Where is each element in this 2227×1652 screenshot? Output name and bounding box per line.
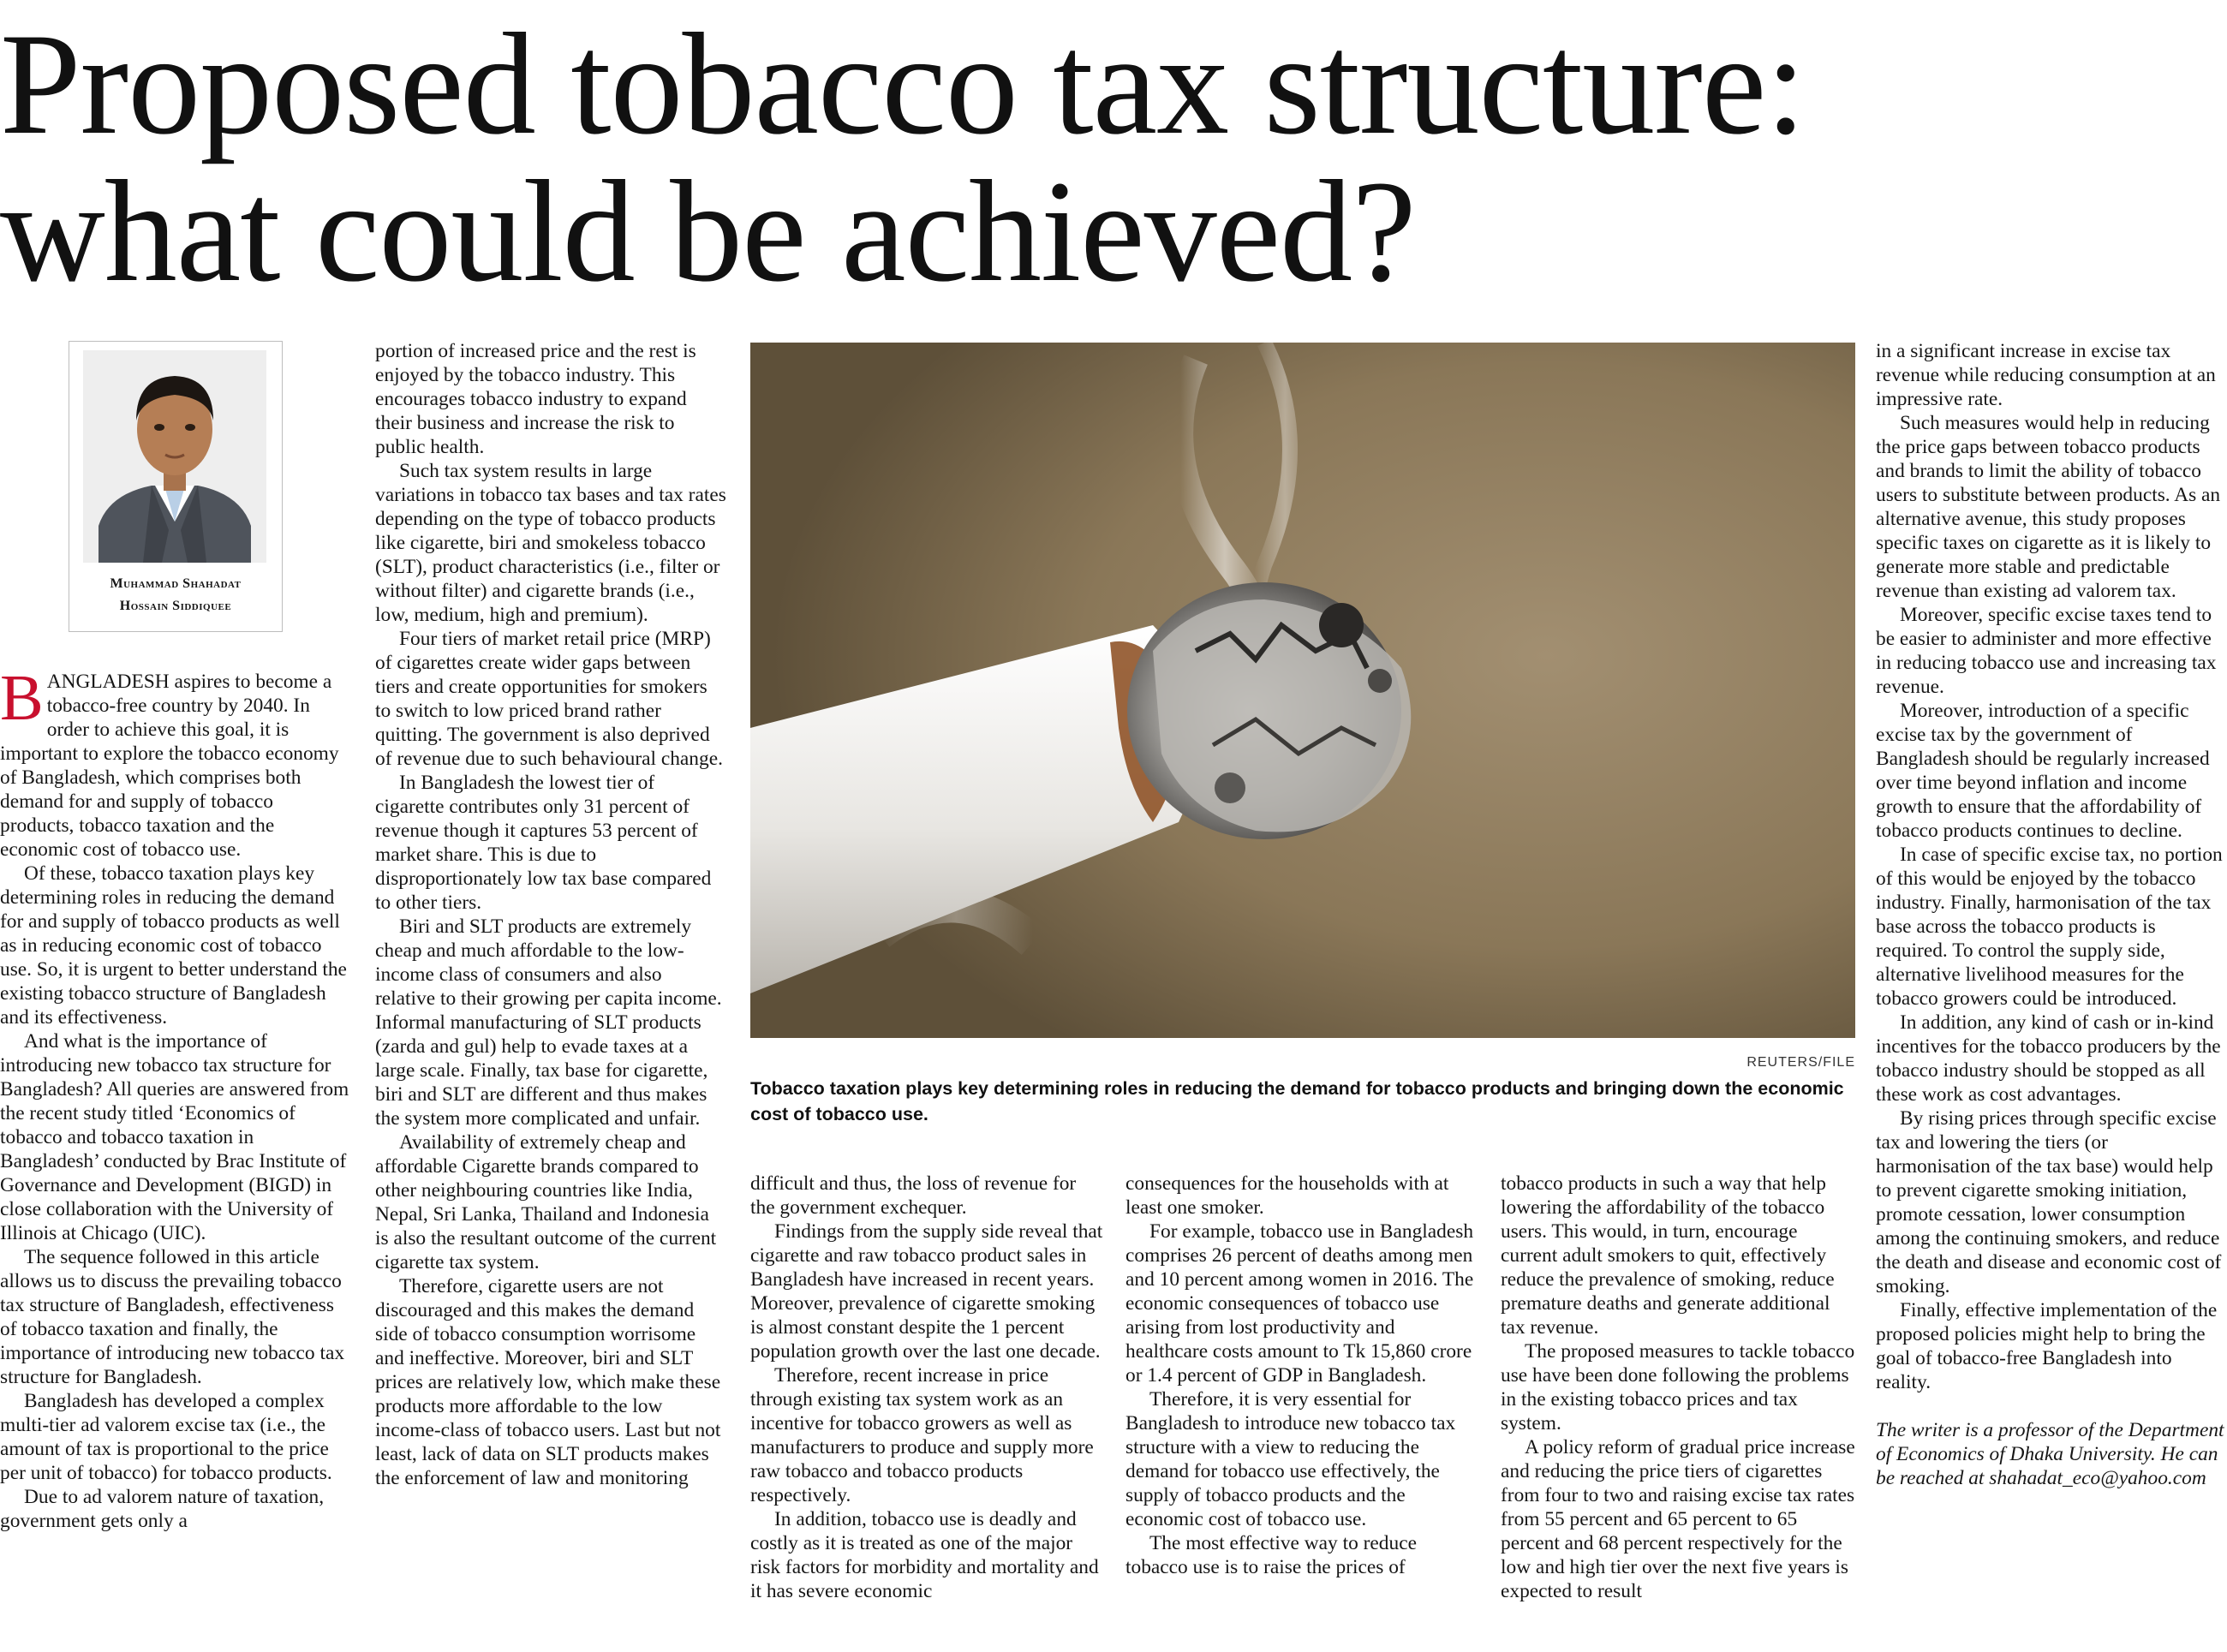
author-name-line-1: Muhammad Shahadat bbox=[110, 576, 242, 591]
paragraph: In addition, tobacco use is deadly and costly as it is treated as one of the major risk factors for morbidity and mortality and it has severe economic bbox=[750, 1508, 1099, 1602]
author-name-line-2: Hossain Siddiquee bbox=[119, 599, 232, 613]
paragraph: The most effective way to reduce tobacco use is to raise the prices of bbox=[1125, 1532, 1417, 1578]
author-byline-box bbox=[69, 341, 283, 632]
paragraph: By rising prices through specific excise tax and lowering the tiers (or harmonisation of the tax base) would help to prevent cigarette smoking initiation, promote cessation, lower consumption among the continuing smokers, and reduce the death and disease and economic cost of smoking. bbox=[1876, 1107, 2222, 1297]
article-column-3 bbox=[750, 1172, 1103, 1603]
paragraph: Four tiers of market retail price (MRP) of cigarettes create wider gaps between tiers and create opportunities for smokers to switch to low priced brand rather quitting. The government is also deprived of revenue due to such behavioural change. bbox=[375, 628, 723, 770]
paragraph: In case of specific excise tax, no portion of this would be enjoyed by the tobacco industry. Finally, harmonisation of the tax base across the tobacco products is required. To control the supply side, alternative livelihood measures for the tobacco growers could be introduced. bbox=[1876, 844, 2223, 1010]
cigarette-photo-image bbox=[750, 343, 1855, 1038]
cigarette-photo bbox=[750, 343, 1855, 1038]
paragraph: Of these, tobacco taxation plays key determining roles in reducing the demand for and supply of tobacco products as well as in reducing economic cost of tobacco use. So, it is urgent to better understand the existing tobacco structure of Bangladesh and its effectiveness. bbox=[0, 862, 347, 1029]
paragraph: Findings from the supply side reveal that cigarette and raw tobacco product sales in Bangladesh have increased in recent years. Moreover, prevalence of cigarette smoking is almost constant despite the 1 percent population growth over the last one decade. bbox=[750, 1220, 1103, 1363]
article-column-1 bbox=[0, 662, 349, 1533]
paragraph: A policy reform of gradual price increase and reducing the price tiers of cigarettes from four to two and raising excise tax rates from 55 percent and 65 percent to 65 percent and 68 percent respectively for the low and high tier over the next five years is expected to result bbox=[1501, 1436, 1855, 1602]
paragraph: And what is the importance of introducing new tobacco tax structure for Bangladesh? All queries are answered from the recent study titled ‘Economics of tobacco and tobacco taxation in Bangladesh’ conducted by Brac Institute of Governance and Development (BIGD) in close collaboration with the University of Illinois at Chicago (UIC). bbox=[0, 1030, 349, 1244]
paragraph: Such measures would help in reducing the price gaps between tobacco products and brands to limit the ability of tobacco users to substitute between products. As an alternative avenue, this study proposes specific taxes on cigarette as it is likely to generate more stable and predictable revenue than existing ad valorem tax. bbox=[1876, 412, 2221, 602]
drop-cap: B bbox=[0, 662, 44, 734]
paragraph: Finally, effective implementation of the proposed policies might help to bring the goal of tobacco-free Bangladesh into reality. bbox=[1876, 1299, 2218, 1393]
paragraph: The proposed measures to tackle tobacco use have been done following the problems in the existing tobacco prices and tax system. bbox=[1501, 1340, 1855, 1434]
paragraph: in a significant increase in excise tax revenue while reducing consumption at an impressive rate. bbox=[1876, 340, 2216, 410]
paragraph: tobacco products in such a way that help lowering the affordability of the tobacco users. This would, in turn, encourage current adult smokers to quit, effectively reduce the prevalence of smoking, reduce premature deaths and generate additional tax revenue. bbox=[1501, 1172, 1835, 1339]
writer-note bbox=[1876, 1418, 2225, 1490]
paragraph: Due to ad valorem nature of taxation, government gets only a bbox=[0, 1486, 325, 1532]
paragraph: For example, tobacco use in Bangladesh comprises 26 percent of deaths among men and 10 percent among women in 2016. The economic consequences of tobacco use arising from lost productivity and healthcare costs amount to Tk 15,860 crore or 1.4 percent of GDP in Bangladesh. bbox=[1125, 1220, 1474, 1387]
article-column-5 bbox=[1501, 1172, 1855, 1603]
article-column-4 bbox=[1125, 1172, 1480, 1579]
paragraph: Moreover, specific excise taxes tend to be easier to administer and more effective in reducing tobacco use and increasing tax revenue. bbox=[1876, 604, 2217, 698]
paragraph: Therefore, recent increase in price through existing tax system work as an incentive for tobacco growers as well as manufacturers to produce and supply more raw tobacco and tobacco products respectively. bbox=[750, 1364, 1094, 1506]
article-column-2 bbox=[375, 339, 726, 1490]
headline-line-1: Proposed tobacco tax structure: bbox=[0, 3, 1806, 164]
headline-line-2: what could be achieved? bbox=[0, 151, 1416, 312]
paragraph: Biri and SLT products are extremely cheap and much affordable to the low-income class of consumers and also relative to their growing per capita income. Informal manufacturing of SLT products (zarda and gul) help to evade taxes at a large scale. Finally, tax base for cigarette, biri and SLT are different and thus makes the system more complicated and unfair. bbox=[375, 915, 722, 1130]
article-column-6 bbox=[1876, 339, 2225, 1490]
paragraph: portion of increased price and the rest is enjoyed by the tobacco industry. This encourages tobacco industry to expand their business and increase the risk to public health. bbox=[375, 340, 696, 458]
paragraph: Bangladesh has developed a complex multi-tier ad valorem excise tax (i.e., the amount of tax is proportional to the price per unit of tobacco) for tobacco products. bbox=[0, 1390, 332, 1484]
author-portrait-image bbox=[83, 350, 266, 563]
author-name bbox=[69, 573, 282, 617]
paragraph: In addition, any kind of cash or in-kind incentives for the tobacco producers by the tobacco industry should be stopped as all these work as cost advantages. bbox=[1876, 1011, 2221, 1106]
paragraph-text: ANGLADESH aspires to become a tobacco-free country by 2040. In order to achieve this goal, it is important to explore the tobacco economy of Bangladesh, which comprises both demand for and supply of tobacco products, tobacco taxation and the economic cost of tobacco use. bbox=[0, 671, 339, 861]
paragraph: Such tax system results in large variations in tobacco tax bases and tax rates depending on the type of tobacco products like cigarette, biri and smokeless tobacco (SLT), product characteristics (i.e., filter or without filter) and cigarette brands (i.e., low, medium, high and premium). bbox=[375, 460, 726, 626]
paragraph: The sequence followed in this article allows us to discuss the prevailing tobacco tax structure of Bangladesh, effectiveness of tobacco taxation and finally, the importance of introducing new tobacco tax structure for Bangladesh. bbox=[0, 1246, 345, 1388]
paragraph: Moreover, introduction of a specific excise tax by the government of Bangladesh should be regularly increased over time beyond inflation and income growth to ensure that the affordability of tobacco products continues to decline. bbox=[1876, 700, 2210, 842]
paragraph: Availability of extremely cheap and affordable Cigarette brands compared to other neighbouring countries like India, Nepal, Sri Lanka, Thailand and Indonesia is also the resultant outcome of the current cigarette tax system. bbox=[375, 1131, 717, 1273]
paragraph: consequences for the households with at least one smoker. bbox=[1125, 1172, 1449, 1219]
author-portrait bbox=[83, 350, 266, 563]
paragraph: Therefore, it is very essential for Bangladesh to introduce new tobacco tax structure with a view to reducing the demand for tobacco use effectively, the supply of tobacco products and the economic cost of tobacco use. bbox=[1125, 1388, 1456, 1530]
photo-caption: Tobacco taxation plays key determining roles in reducing the demand for tobacco products and bringing down the economic cost of tobacco use. bbox=[750, 1078, 1844, 1124]
writer-note-text: The writer is a professor of the Department of Economics of Dhaka University. He can be reached at shahadat_eco@yahoo.com bbox=[1876, 1419, 2224, 1489]
paragraph-lead bbox=[0, 662, 349, 862]
paragraph: difficult and thus, the loss of revenue for the government exchequer. bbox=[750, 1172, 1077, 1219]
headline bbox=[0, 3, 2218, 312]
photo-credit: REUTERS/FILE bbox=[1746, 1055, 1855, 1070]
paragraph: In Bangladesh the lowest tier of cigarette contributes only 31 percent of revenue though it captures 53 percent of market share. This is due to disproportionately low tax base compared to other tiers. bbox=[375, 772, 712, 914]
paragraph: Therefore, cigarette users are not discouraged and this makes the demand side of tobacco consumption worrisome and ineffective. Moreover, biri and SLT prices are relatively low, which make these products more affordable to the low income-class of tobacco users. Last but not least, lack of data on SLT products makes the enforcement of law and monitoring bbox=[375, 1275, 721, 1489]
